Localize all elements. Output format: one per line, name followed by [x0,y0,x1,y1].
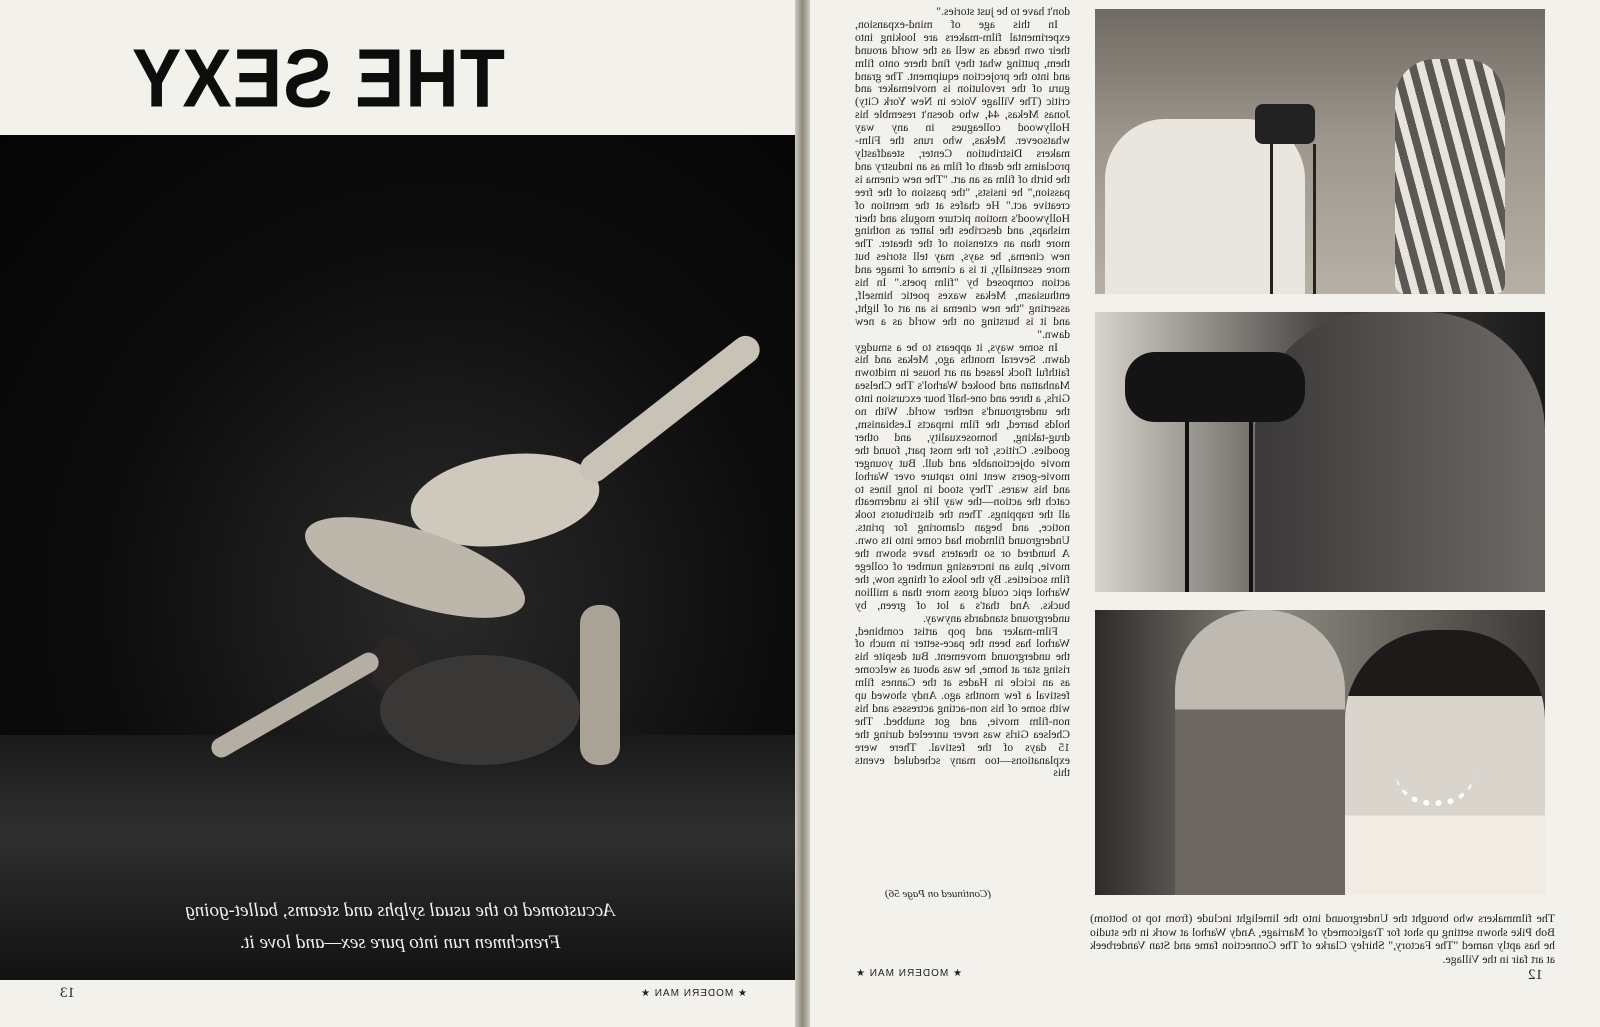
left-page [0,0,795,1027]
right-page [810,0,1600,1027]
article-paragraph: Film-maker and pop artist combined, Warhol has been the pace-setter in much of the underground movement. But despite his rising star at home, he was about as welcome as an icicle in Hades at the Cannes film festival a few months ago. Andy showed up with some of his non-acting actresses and his non-film movie, and got snubbed. The Chelsea Girls was never unreeled during the 15 days of the festival. There were explanations—too many scheduled events this [855,624,1070,780]
dancer-leg [575,330,766,488]
ballet-caption [0,895,795,959]
magazine-name-left: ★ MODERN MAN ★ [640,988,747,999]
camera-tripod [1185,422,1253,592]
page-number-right: 12 [1528,967,1543,983]
shirley-clarke-figure [1345,630,1545,895]
photos-caption: The filmmakers who brought the Underground into the limelight include (from top to bottom) Bob Pike shown setting up shot for Tragicomedy of Marriage, Andy Warhol at work in the studio he has aptly named "The Factory," Shirley Clarke of The Connection fame and Stan Vanderbeek at art fair in the Village. [1090,911,1555,966]
headline-line-1: THE SEXY [132,31,505,125]
magazine-name-right: ★ MODERN MAN ★ [855,968,962,979]
article-paragraph: In this age of mind-expansion, experimental film-makers are looking into their own heads as well as the world around them, putting what they find there onto film and into the projection equipment. The grand guru of the revolution is moviemaker and critic (The Village Voice in New York City) Jonas Mekas, 44, who doesn't resemble his Hollywood colleagues in any way whatsoever. Mekas, who runs the Film-makers Distribution Center, steadfastly proclaims the death of film as an industry and the birth of film as an art. "The new cinema is passion," he insists, "the passion of the free creative act." He chafes at the mention of Hollywood's motion picture moguls and their mishaps, and describes the latter as nothing more than an extension of the theater. The new cinema, he says, may tell stories but more essentially, it is a cinema of image and action composed by "film poets." In his enthusiasm, Mekas waxes poetic himself, asserting "the new cinema is an art of light, and it is bursting on the world as a new dawn." [855,17,1070,341]
photo-andy-warhol [1095,312,1545,592]
camera-on-tripod [1255,104,1315,144]
photo-bob-pike [1095,9,1545,294]
dancer-leg-2 [580,605,620,765]
dancer-lower [380,655,580,765]
warhol-figure [1255,312,1545,592]
continued-note: (Continued on Page 56) [885,888,992,900]
tripod [1270,144,1316,294]
caption-line-2: Frenchmen run into pure sex—and love it. [239,932,561,953]
ballet-photo [0,135,795,980]
woman-figure [1395,59,1505,294]
stan-vanderbeek-figure [1175,610,1345,895]
caption-line-1: Accustomed to the usual sylphs and steams, ballet-going [185,900,615,921]
article-paragraph: In some ways, it appears to be a smudgy dawn. Several months ago, Mekas and his faithful flock leased an art house in midtown Manhattan and booked Warhol's The Chelsea Girls, a three and one-half hour excursion into the underground's nether world. With no holds barred, the film impacts Lesbianism, drug-taking, homosexuality, and other goodies. Critics, for the most part, found the movie objectionable and dull. But younger movie-goers went into rapture over Warhol and his wares. They stood in long lines to catch the action—the way life is underneath all the trappings. Then the distributors took notice, and began clamoring for prints. Underground filmdom had come into its own. A hundred or so theaters have shown the movie, plus an increasing number of college film societies. By the looks of things now, the Warhol epic could gross more than a million bucks. And that's a lot of green, by underground standards anyway. [855,340,1070,625]
article-column [855,6,1070,780]
photo-clarke-vanderbeek [1095,610,1545,895]
page-number-left: 13 [60,985,75,1001]
binding-gutter [795,0,810,1027]
article-paragraph: don't have to be just stories." [936,5,1070,18]
film-camera [1125,352,1305,422]
